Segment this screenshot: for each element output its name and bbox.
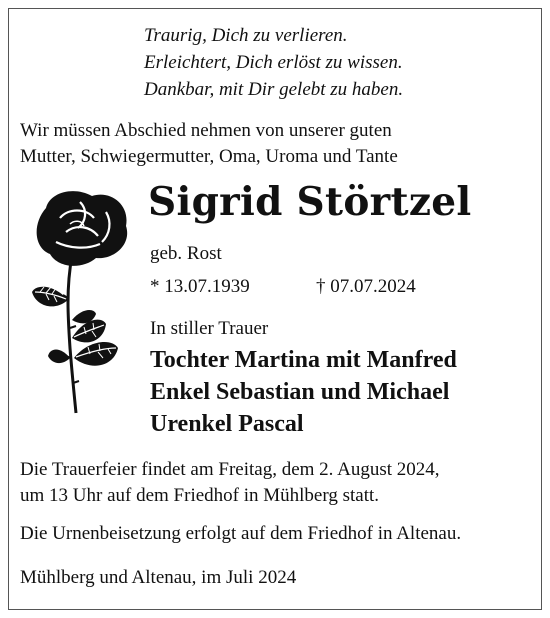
rose-icon bbox=[26, 188, 136, 418]
death-date: † 07.07.2024 bbox=[316, 276, 416, 297]
mourner-line-1: Tochter Martina mit Manfred bbox=[150, 347, 457, 373]
mourners-heading: In stiller Trauer bbox=[150, 318, 269, 339]
ceremony-line-2: um 13 Uhr auf dem Friedhof in Mühlberg statt. bbox=[20, 485, 380, 506]
ceremony-info bbox=[20, 457, 440, 509]
intro-line-1: Wir müssen Abschied nehmen von unserer guten bbox=[20, 120, 392, 141]
poem-line-1: Traurig, Dich zu verlieren. bbox=[144, 25, 348, 46]
intro-text bbox=[20, 118, 398, 170]
poem-line-2: Erleichtert, Dich erlöst zu wissen. bbox=[144, 52, 403, 73]
life-dates bbox=[150, 276, 416, 298]
poem bbox=[144, 22, 403, 103]
deceased-name: Sigrid Störtzel bbox=[148, 179, 472, 225]
birth-name: geb. Rost bbox=[150, 243, 222, 264]
mourner-line-2: Enkel Sebastian und Michael bbox=[150, 379, 450, 405]
mourner-line-3: Urenkel Pascal bbox=[150, 411, 304, 437]
ceremony-line-1: Die Trauerfeier findet am Freitag, dem 2. August 2024, bbox=[20, 459, 440, 480]
place-date: Mühlberg und Altenau, im Juli 2024 bbox=[20, 567, 297, 588]
mourners-list bbox=[150, 344, 457, 440]
poem-line-3: Dankbar, mit Dir gelebt zu haben. bbox=[144, 79, 404, 100]
intro-line-2: Mutter, Schwiegermutter, Oma, Uroma und Tante bbox=[20, 146, 398, 167]
urn-burial-info: Die Urnenbeisetzung erfolgt auf dem Friedhof in Altenau. bbox=[20, 523, 462, 544]
birth-date: * 13.07.1939 bbox=[150, 276, 250, 297]
